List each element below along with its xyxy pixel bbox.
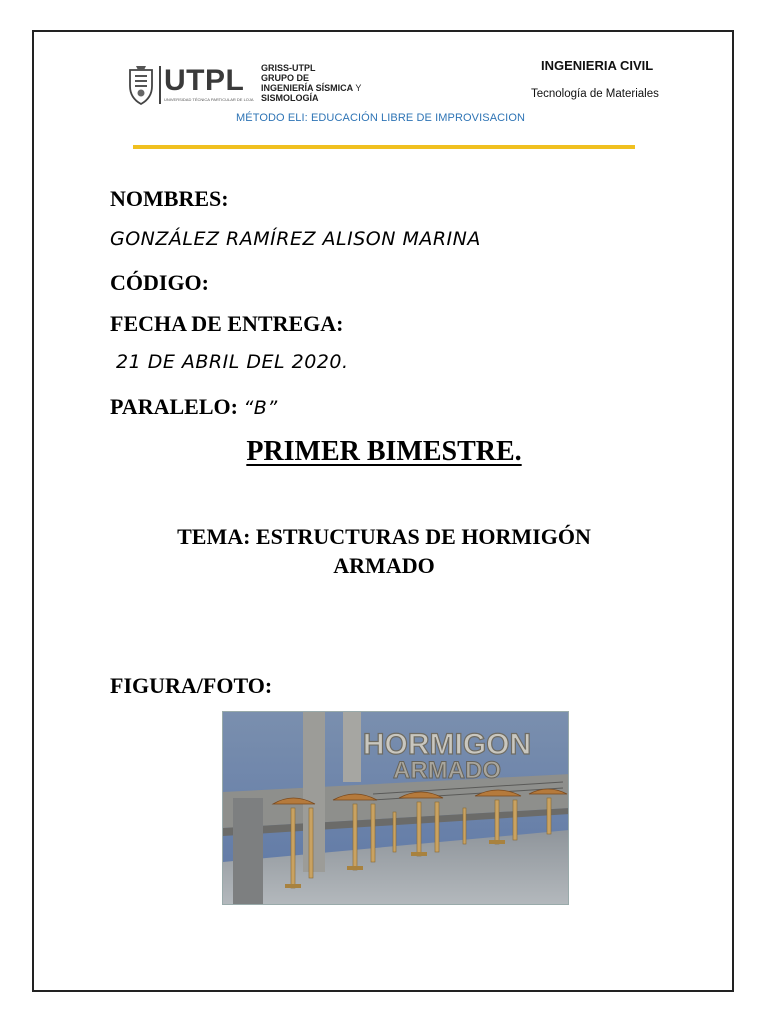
figure-photo [222,711,569,905]
method-tagline: MÉTODO ELI: EDUCACIÓN LIBRE DE IMPROVISACION [236,112,526,124]
nombres-label: NOMBRES: [110,186,229,211]
group-line-3-text: INGENIERÍA SÍSMICA [261,83,353,93]
figura-label: FIGURA/FOTO: [110,673,273,698]
paralelo-value: “B” [243,397,278,419]
group-line-3-y: Y [355,83,362,93]
tema-line-2: ARMADO [333,553,435,578]
image-title-line-1: HORMIGON [362,728,532,761]
codigo-label: CÓDIGO: [110,270,209,295]
logo-tagline: UNIVERSIDAD TÉCNICA PARTICULAR DE LOJA [164,97,254,102]
program-name: INGENIERIA CIVIL [541,58,654,73]
logo-divider [159,66,161,104]
subject-name: Tecnología de Materiales [531,88,659,100]
tema-line-1: TEMA: ESTRUCTURAS DE HORMIGÓN [177,524,591,549]
logo-wordmark: UTPL [164,64,245,97]
nombres-value: GONZÁLEZ RAMÍREZ ALISON MARINA [110,228,481,250]
concrete-structure-illustration [223,712,569,905]
group-line-4: SISMOLOGÍA [261,93,319,103]
image-title-line-2: ARMADO [393,757,501,784]
fecha-value: 21 DE ABRIL DEL 2020. [116,351,349,373]
group-line-3 [261,83,361,93]
fecha-label: FECHA DE ENTREGA: [110,311,344,336]
header-rule [133,145,635,149]
tema-heading [0,522,768,580]
paralelo-label: PARALELO: [110,394,238,419]
utpl-logo [126,64,254,106]
group-line-2: GRUPO DE [261,73,310,83]
bimestre-text: PRIMER BIMESTRE. [246,436,522,467]
utpl-crest-icon [126,64,156,106]
paralelo-row [110,394,278,420]
group-line-1: GRISS-UTPL [261,63,316,73]
group-name [261,63,361,103]
bimestre-heading [0,436,768,468]
